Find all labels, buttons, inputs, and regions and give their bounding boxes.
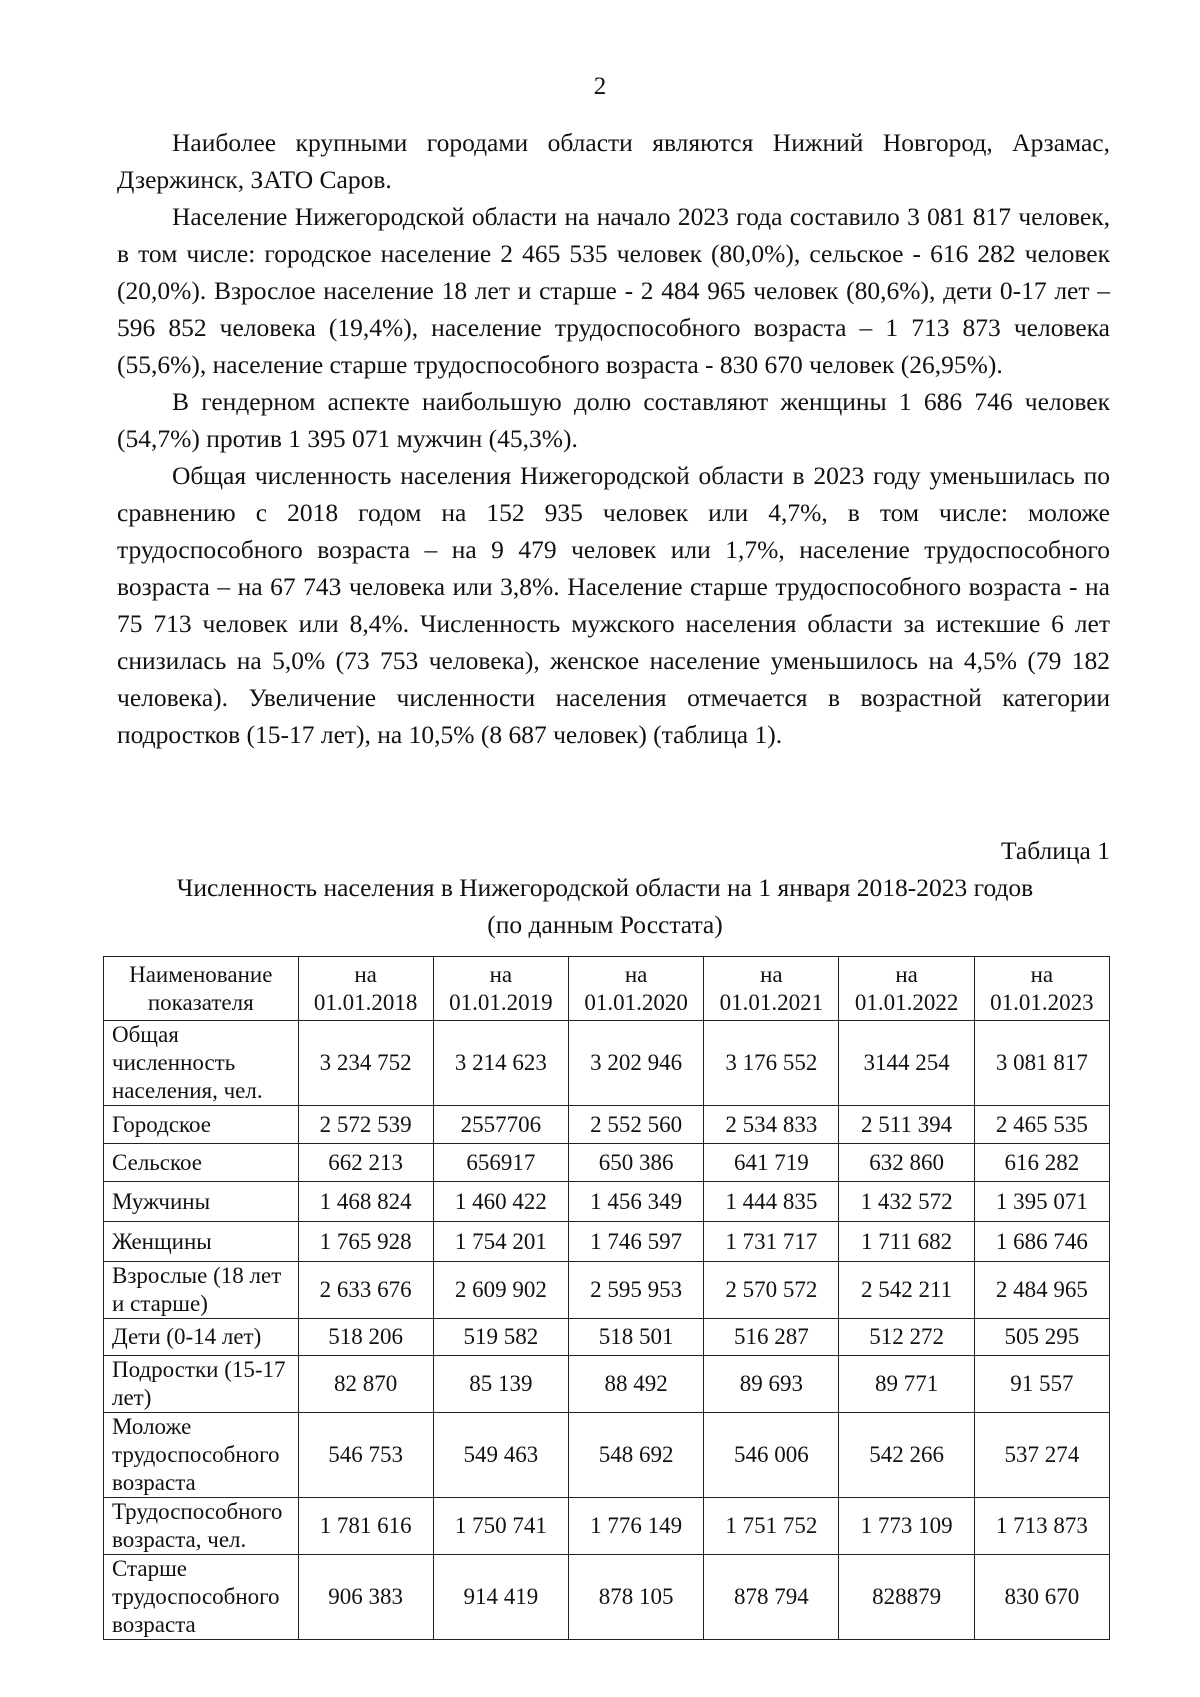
table-header-row [104,957,1110,1021]
row-label: Городское [104,1106,299,1144]
table-cell: 632 860 [839,1144,974,1182]
table-cell: 2 570 572 [704,1262,839,1319]
table-cell: 549 463 [433,1413,568,1498]
row-label: Мужчины [104,1182,299,1222]
table-caption [100,832,1110,943]
table-cell: 2 633 676 [298,1262,433,1319]
table-cell: 1 746 597 [569,1222,704,1262]
table-cell: 906 383 [298,1555,433,1640]
row-label: Подростки (15-17 лет) [104,1356,299,1413]
table-cell: 2 572 539 [298,1106,433,1144]
table-cell: 2557706 [433,1106,568,1144]
table-body [104,1021,1110,1640]
header-date: на 01.01.2021 [704,957,839,1021]
paragraph-largest-cities: Наиболее крупными городами области являются Нижний Новгород, Арзамас, Дзержинск, ЗАТО Саров. [117,128,1110,194]
table-cell: 1 460 422 [433,1182,568,1222]
population-table [103,956,1110,1640]
row-label: Сельское [104,1144,299,1182]
table-cell: 89 693 [704,1356,839,1413]
paragraph-population-change: Общая численность населения Нижегородской области в 2023 году уменьшилась по сравнению с 2018 годом на 152 935 человек или 4,7%, в том числе: моложе трудоспособного возраста – на 9 479 человек или 1,7%, население трудоспособного возраста – на 67 743 человека или 3,8%. Население старше трудоспособного возраста - на 75 713 человек или 8,4%. Численность мужского населения области за истекшие 6 лет снизилась на 5,0% (73 753 человека), женское население уменьшилось на 4,5% (79 182 человека). Увеличение численности населения отмечается в возрастной категории подростков (15-17 лет), на 10,5% (8 687 человек) (таблица 1). [117,461,1110,749]
table-cell: 1 395 071 [974,1182,1109,1222]
table-label: Таблица 1 [1000,836,1110,865]
table-cell: 656917 [433,1144,568,1182]
table-cell: 1 754 201 [433,1222,568,1262]
table-cell: 2 534 833 [704,1106,839,1144]
table-cell: 3144 254 [839,1021,974,1106]
table-cell: 516 287 [704,1319,839,1356]
paragraph-gender: В гендерном аспекте наибольшую долю составляют женщины 1 686 746 человек (54,7%) против 1 395 071 мужчин (45,3%). [117,387,1110,453]
table-cell: 82 870 [298,1356,433,1413]
header-date: на 01.01.2019 [433,957,568,1021]
header-date: на 01.01.2022 [839,957,974,1021]
table-cell: 3 176 552 [704,1021,839,1106]
table-row [104,1182,1110,1222]
table-cell: 3 081 817 [974,1021,1109,1106]
table-cell: 3 234 752 [298,1021,433,1106]
table-cell: 914 419 [433,1555,568,1640]
table-cell: 1 444 835 [704,1182,839,1222]
table-cell: 546 006 [704,1413,839,1498]
table-cell: 2 552 560 [569,1106,704,1144]
row-label: Общая численность населения, чел. [104,1021,299,1106]
header-date: на 01.01.2020 [569,957,704,1021]
table-cell: 650 386 [569,1144,704,1182]
body-text [117,124,1110,753]
table-cell: 85 139 [433,1356,568,1413]
table-cell: 2 484 965 [974,1262,1109,1319]
table-cell: 3 214 623 [433,1021,568,1106]
table-cell: 2 542 211 [839,1262,974,1319]
header-date: на 01.01.2018 [298,957,433,1021]
table-cell: 537 274 [974,1413,1109,1498]
table-cell: 2 511 394 [839,1106,974,1144]
table-cell: 1 711 682 [839,1222,974,1262]
table-row [104,1021,1110,1106]
table-cell: 518 501 [569,1319,704,1356]
header-date: на 01.01.2023 [974,957,1109,1021]
row-label: Трудоспособного возраста, чел. [104,1498,299,1555]
table-cell: 542 266 [839,1413,974,1498]
row-label: Женщины [104,1222,299,1262]
table-subtitle: (по данным Росстата) [487,910,723,939]
table-row [104,1555,1110,1640]
table-cell: 1 773 109 [839,1498,974,1555]
table-cell: 2 465 535 [974,1106,1109,1144]
table-cell: 1 751 752 [704,1498,839,1555]
table-cell: 1 731 717 [704,1222,839,1262]
table-row [104,1262,1110,1319]
table-cell: 2 609 902 [433,1262,568,1319]
table-cell: 512 272 [839,1319,974,1356]
table-cell: 662 213 [298,1144,433,1182]
table-cell: 878 105 [569,1555,704,1640]
table-title: Численность населения в Нижегородской области на 1 января 2018-2023 годов [176,873,1034,902]
row-label: Дети (0-14 лет) [104,1319,299,1356]
table-row [104,1498,1110,1555]
table-cell: 830 670 [974,1555,1109,1640]
table-cell: 1 765 928 [298,1222,433,1262]
table-cell: 1 468 824 [298,1182,433,1222]
table-row [104,1144,1110,1182]
table-cell: 91 557 [974,1356,1109,1413]
paragraph-population-2023: Население Нижегородской области на начало 2023 года составило 3 081 817 человек, в том числе: городское население 2 465 535 человек (80,0%), сельское - 616 282 человек (20,0%). Взрослое население 18 лет и старше - 2 484 965 человек (80,6%), дети 0-17 лет – 596 852 человека (19,4%), население трудоспособного возраста – 1 713 873 человека (55,6%), население старше трудоспособного возраста - 830 670 человек (26,95%). [117,202,1110,379]
row-label: Моложе трудоспособного возраста [104,1413,299,1498]
row-label: Взрослые (18 лет и старше) [104,1262,299,1319]
table-row [104,1356,1110,1413]
page-number: 2 [593,73,607,100]
table-cell: 1 713 873 [974,1498,1109,1555]
table-cell: 548 692 [569,1413,704,1498]
table-cell: 518 206 [298,1319,433,1356]
table-cell: 519 582 [433,1319,568,1356]
table-cell: 1 432 572 [839,1182,974,1222]
table-cell: 505 295 [974,1319,1109,1356]
table-cell: 1 776 149 [569,1498,704,1555]
table-cell: 616 282 [974,1144,1109,1182]
row-label: Старше трудоспособного возраста [104,1555,299,1640]
table-cell: 1 750 741 [433,1498,568,1555]
table-row [104,1106,1110,1144]
table-row [104,1222,1110,1262]
table-cell: 2 595 953 [569,1262,704,1319]
header-indicator: Наименование показателя [104,957,299,1021]
table-cell: 1 686 746 [974,1222,1109,1262]
table-cell: 3 202 946 [569,1021,704,1106]
table-cell: 1 456 349 [569,1182,704,1222]
table-cell: 828879 [839,1555,974,1640]
table-cell: 1 781 616 [298,1498,433,1555]
table-cell: 546 753 [298,1413,433,1498]
table-row [104,1413,1110,1498]
table-cell: 878 794 [704,1555,839,1640]
table-cell: 89 771 [839,1356,974,1413]
table-row [104,1319,1110,1356]
table-cell: 641 719 [704,1144,839,1182]
table-cell: 88 492 [569,1356,704,1413]
